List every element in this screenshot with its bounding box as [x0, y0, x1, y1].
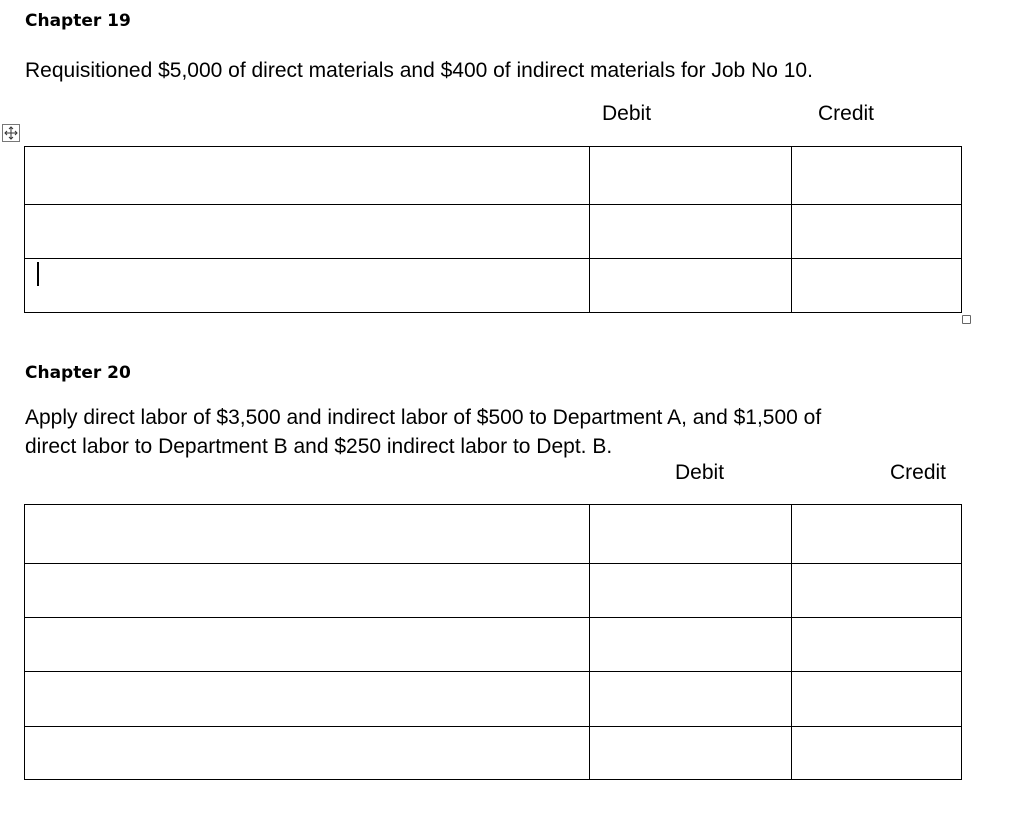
table-move-handle[interactable] — [2, 124, 20, 142]
debit-cell[interactable] — [590, 618, 792, 672]
debit-cell[interactable] — [590, 205, 792, 259]
account-cell[interactable] — [25, 505, 590, 564]
journal-row — [25, 205, 962, 259]
move-icon — [3, 125, 19, 141]
account-cell[interactable] — [25, 205, 590, 259]
credit-column-label: Credit — [890, 461, 947, 484]
credit-cell[interactable] — [792, 618, 962, 672]
journal-row — [25, 618, 962, 672]
account-cell[interactable] — [25, 727, 590, 780]
debit-column-label: Debit — [675, 461, 725, 484]
chapter-20-journal-table — [24, 504, 962, 780]
journal-row — [25, 672, 962, 727]
account-cell[interactable] — [25, 618, 590, 672]
debit-cell[interactable] — [590, 564, 792, 618]
journal-row — [25, 147, 962, 205]
journal-row — [25, 259, 962, 313]
chapter-19-description: Requisitioned $5,000 of direct materials and $400 of indirect materials for Job No 10. — [25, 59, 813, 82]
chapter-20-description-line-2: direct labor to Department B and $250 indirect labor to Dept. B. — [25, 435, 613, 458]
journal-row — [25, 564, 962, 618]
account-cell[interactable] — [25, 672, 590, 727]
debit-cell[interactable] — [590, 727, 792, 780]
credit-cell[interactable] — [792, 564, 962, 618]
chapter-19-heading: Chapter 19 — [25, 11, 131, 31]
credit-cell[interactable] — [792, 259, 962, 313]
journal-row — [25, 505, 962, 564]
credit-cell[interactable] — [792, 147, 962, 205]
chapter-19-journal-table — [24, 146, 962, 313]
debit-cell[interactable] — [590, 147, 792, 205]
chapter-20-heading: Chapter 20 — [25, 363, 131, 383]
debit-cell[interactable] — [590, 672, 792, 727]
account-cell[interactable] — [25, 564, 590, 618]
table-resize-handle[interactable] — [962, 315, 971, 324]
chapter-20-description-line-1: Apply direct labor of $3,500 and indirect labor of $500 to Department A, and $1,500 of — [25, 406, 822, 429]
credit-column-label: Credit — [818, 102, 875, 125]
account-cell[interactable] — [25, 147, 590, 205]
account-cell[interactable] — [25, 259, 590, 313]
journal-row — [25, 727, 962, 780]
credit-cell[interactable] — [792, 672, 962, 727]
credit-cell[interactable] — [792, 727, 962, 780]
debit-cell[interactable] — [590, 259, 792, 313]
credit-cell[interactable] — [792, 505, 962, 564]
debit-cell[interactable] — [590, 505, 792, 564]
credit-cell[interactable] — [792, 205, 962, 259]
text-cursor — [37, 262, 39, 286]
debit-column-label: Debit — [602, 102, 652, 125]
